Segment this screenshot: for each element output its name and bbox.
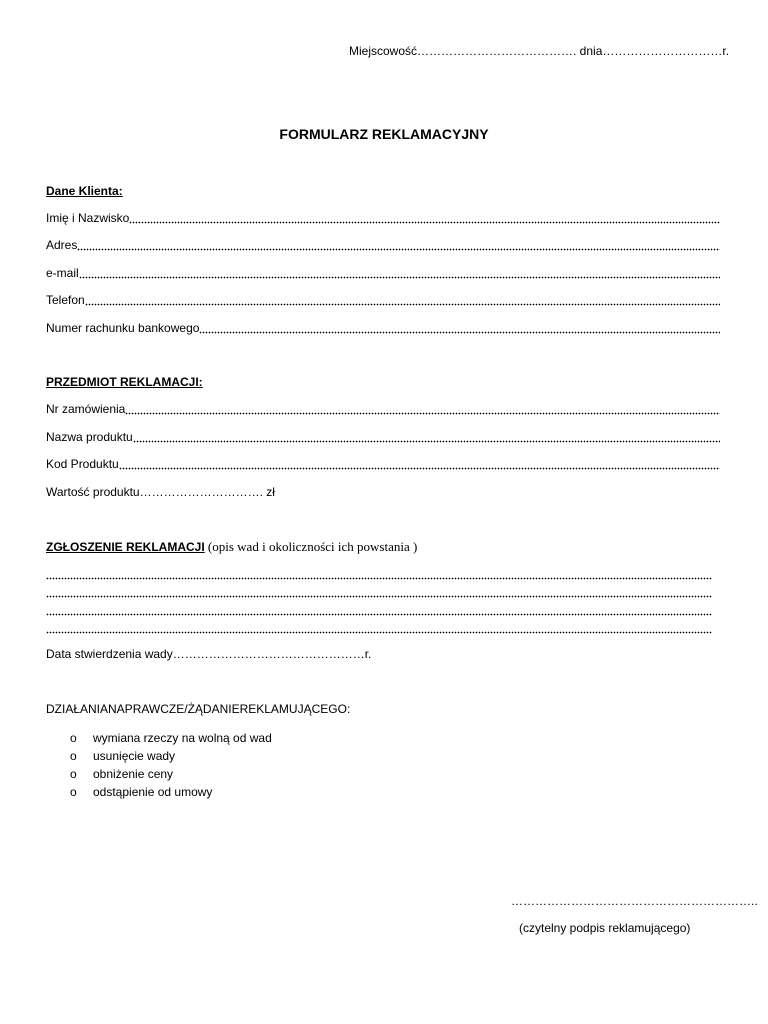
field-label: Nr zamówienia	[46, 402, 126, 416]
action-option-label: obniżenie ceny	[93, 767, 174, 781]
field-phone[interactable]	[46, 293, 720, 309]
field-label: Kod Produktu	[46, 457, 119, 471]
field-defect-date[interactable]: Data stwierdzenia wady…………………………………………r.	[46, 647, 372, 661]
complaint-description-line[interactable]	[46, 585, 712, 601]
complaint-description-line[interactable]	[46, 567, 712, 583]
field-product-value[interactable]: Wartość produktu…………………………. zł	[46, 485, 275, 499]
actions-section-heading: DZIAŁANIANAPRAWCZE/ŻĄDANIEREKLAMUJĄCEGO:	[46, 702, 351, 716]
field-product-code[interactable]	[46, 457, 720, 473]
field-email[interactable]	[46, 266, 720, 282]
field-label: Imię i Nazwisko	[46, 211, 130, 225]
bullet-icon: o	[70, 785, 77, 799]
field-full-name[interactable]	[46, 211, 720, 227]
actions-option-list	[70, 729, 272, 801]
field-label: e-mail	[46, 266, 79, 280]
subject-section-heading: PRZEDMIOT REKLAMACJI:	[46, 375, 203, 389]
signature-line[interactable]: ……………………………………………………..	[511, 894, 758, 908]
field-label: Telefon	[46, 293, 85, 307]
field-label: Numer rachunku bankowego	[46, 321, 200, 335]
bullet-icon: o	[70, 767, 77, 781]
complaint-description-line[interactable]	[46, 603, 712, 619]
complaint-section-heading: ZGŁOSZENIE REKLAMACJI	[46, 540, 205, 554]
field-address[interactable]	[46, 238, 720, 254]
action-option-label: wymiana rzeczy na wolną od wad	[93, 731, 272, 745]
complaint-description-line[interactable]	[46, 621, 712, 637]
place-date-line: Miejscowość…………………………………. dnia…………………………r.	[349, 44, 730, 58]
form-title: FORMULARZ REKLAMACYJNY	[279, 126, 489, 142]
bullet-icon: o	[70, 731, 77, 745]
action-option-label: usunięcie wady	[93, 749, 176, 763]
field-label: Nazwa produktu	[46, 430, 133, 444]
action-option-label: odstąpienie od umowy	[93, 785, 213, 799]
field-label: Adres	[46, 238, 78, 252]
action-option[interactable]	[70, 765, 272, 783]
bullet-icon: o	[70, 749, 77, 763]
field-product-name[interactable]	[46, 430, 720, 446]
field-order-number[interactable]	[46, 402, 720, 418]
action-option[interactable]	[70, 729, 272, 747]
client-section-heading: Dane Klienta:	[46, 184, 123, 198]
action-option[interactable]	[70, 747, 272, 765]
complaint-section-subheading: (opis wad i okoliczności ich powstania )	[204, 539, 418, 554]
action-option[interactable]	[70, 783, 272, 801]
complaint-section-heading-row	[46, 539, 417, 555]
field-bank-account[interactable]	[46, 321, 720, 337]
signature-caption: (czytelny podpis reklamującego)	[519, 921, 691, 935]
